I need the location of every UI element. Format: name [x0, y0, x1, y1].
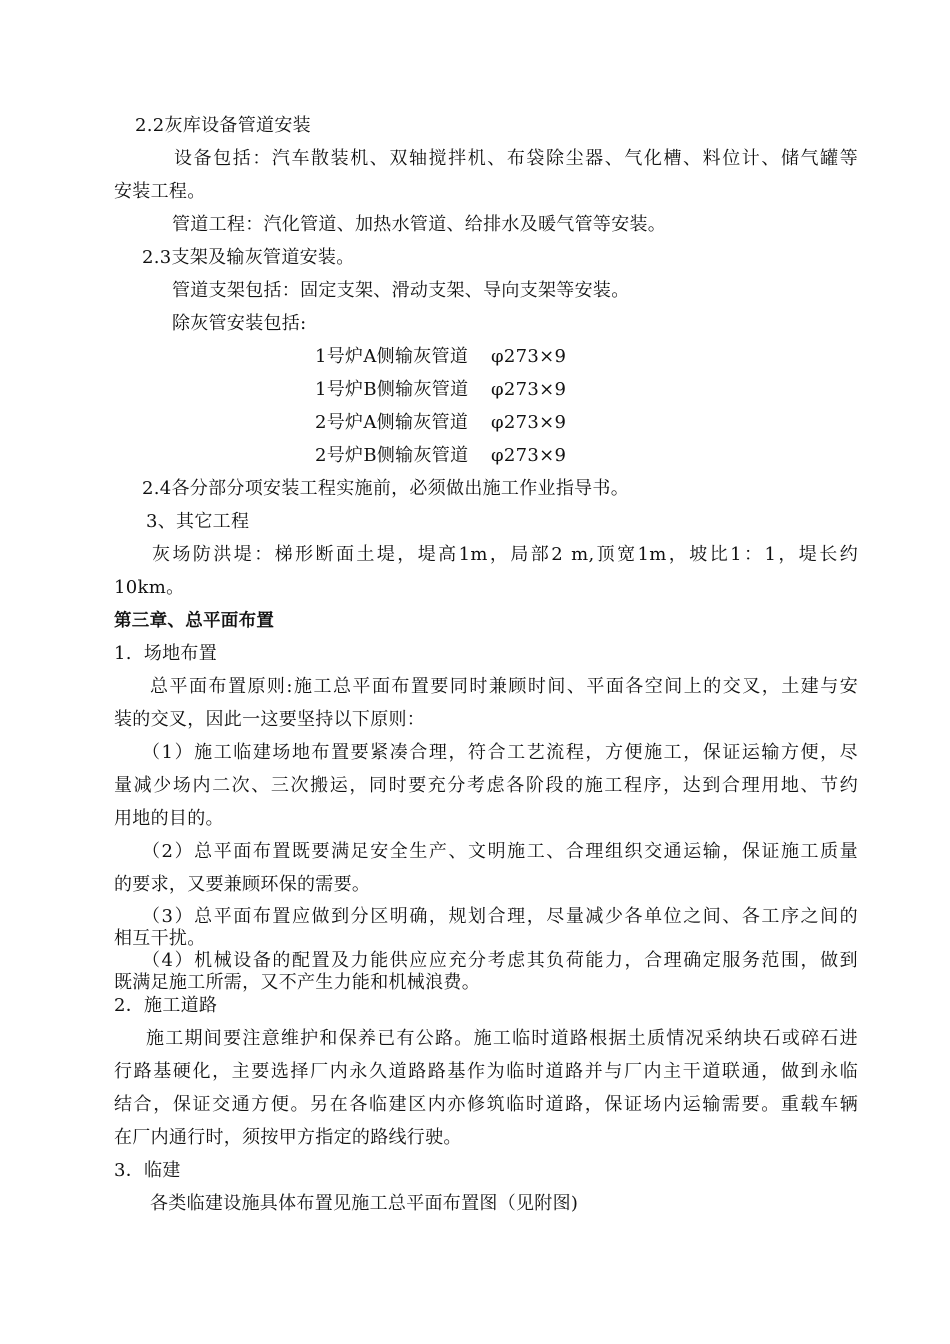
ash-pipe-intro: 除灰管安装包括: [172, 313, 307, 334]
item-1-line-1: （1）施工临建场地布置要紧凑合理，符合工艺流程，方便施工，保证运输方便，尽 [142, 742, 858, 763]
pipe-row [315, 444, 566, 468]
item-3-line-2: 相互干扰。 [114, 928, 206, 949]
principle-line-1: 总平面布置原则:施工总平面布置要同时兼顾时间、平面各空间上的交叉，土建与安 [150, 676, 858, 697]
section-2-4-text: 2.4各分部分项安装工程实施前，必须做出施工作业指导书。 [142, 478, 630, 499]
chapter-title: 第三章、总平面布置 [114, 611, 275, 631]
flood-dike-line-2: 10km。 [114, 577, 185, 598]
pipe-name: 1号炉A侧输灰管道 [315, 346, 469, 367]
section-2-3-heading: 2.3支架及输灰管道安装。 [142, 247, 355, 268]
road-line-4: 在厂内通行时，须按甲方指定的路线行驶。 [114, 1127, 462, 1148]
site-layout-heading: 1. 场地布置 [114, 643, 218, 664]
pipe-spec: φ273×9 [491, 445, 567, 466]
pipe-work-line: 管道工程：汽化管道、加热水管道、给排水及暖气管等安装。 [172, 214, 667, 235]
section-3-heading: 3、其它工程 [146, 511, 250, 532]
pipe-name: 2号炉A侧输灰管道 [315, 412, 469, 433]
item-2-line-2: 的要求，又要兼顾环保的需要。 [114, 874, 371, 895]
temp-facilities-heading: 3．临建 [114, 1160, 181, 1181]
road-line-2: 行路基硬化，主要选择厂内永久道路路基作为临时道路并与厂内主干道联通，做到永临 [114, 1061, 858, 1082]
item-1-line-3: 用地的目的。 [114, 808, 224, 829]
pipe-spec: φ273×9 [491, 379, 567, 400]
road-heading: 2．施工道路 [114, 995, 218, 1016]
road-line-3: 结合，保证交通方便。另在各临建区内亦修筑临时道路，保证场内运输需要。重载车辆 [114, 1094, 858, 1115]
principle-line-2: 装的交叉，因此一这要坚持以下原则： [114, 709, 426, 730]
section-2-2-heading: 2.2灰库设备管道安装 [135, 115, 311, 136]
pipe-row [315, 345, 566, 369]
pipe-row [315, 411, 566, 435]
equipment-line-2: 安装工程。 [114, 181, 206, 202]
pipe-spec: φ273×9 [491, 412, 567, 433]
item-4-line-1: （4）机械设备的配置及力能供应应充分考虑其负荷能力，合理确定服务范围，做到 [142, 950, 858, 971]
equipment-line-1: 设备包括：汽车散装机、双轴搅拌机、布袋除尘器、气化槽、料位计、储气罐等 [174, 148, 858, 169]
pipe-spec: φ273×9 [491, 346, 567, 367]
item-3-line-1: （3）总平面布置应做到分区明确，规划合理，尽量减少各单位之间、各工序之间的 [142, 906, 858, 927]
pipe-row [315, 378, 566, 402]
flood-dike-line-1: 灰场防洪堤：梯形断面土堤，堤高1m，局部2 m,顶宽1m，坡比1：1，堤长约 [152, 544, 858, 565]
pipe-name: 2号炉B侧输灰管道 [315, 445, 469, 466]
item-4-line-2: 既满足施工所需，又不产生力能和机械浪费。 [114, 972, 480, 993]
temp-facilities-text: 各类临建设施具体布置见施工总平面布置图（见附图) [150, 1193, 579, 1214]
item-2-line-1: （2）总平面布置既要满足安全生产、文明施工、合理组织交通运输，保证施工质量 [142, 841, 858, 862]
supports-line: 管道支架包括：固定支架、滑动支架、导向支架等安装。 [172, 280, 630, 301]
road-line-1: 施工期间要注意维护和保养已有公路。施工临时道路根据土质情况采纳块石或碎石进 [146, 1028, 858, 1049]
pipe-name: 1号炉B侧输灰管道 [315, 379, 469, 400]
item-1-line-2: 量减少场内二次、三次搬运，同时要充分考虑各阶段的施工程序，达到合理用地、节约 [114, 775, 858, 796]
